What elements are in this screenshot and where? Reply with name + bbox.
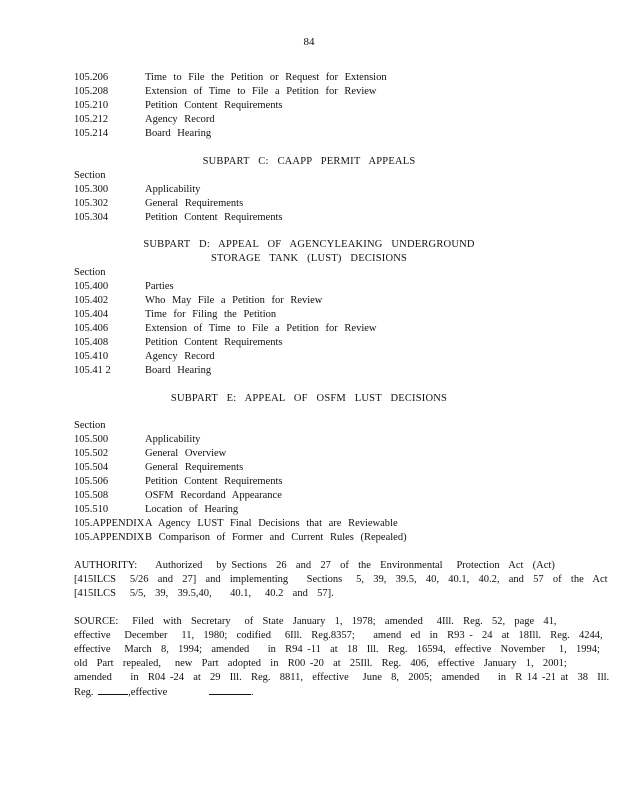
- section-title: Agency Record: [145, 114, 215, 125]
- section-title: Time to File the Petition or Request for Extension: [145, 72, 387, 83]
- source-note: [74, 615, 610, 700]
- blank-effective-line: [209, 685, 251, 695]
- section-row: [74, 531, 544, 545]
- source-line-last: [74, 685, 534, 700]
- section-row: [74, 211, 544, 225]
- section-row: [74, 71, 544, 85]
- section-number: 105.506: [74, 476, 109, 487]
- section-row: [74, 447, 544, 461]
- source-line: SOURCE: Filed with Secretary of State January 1, 1978; amended 4Ill. Reg. 52, page 41,: [74, 616, 557, 627]
- section-label: Section: [74, 420, 106, 431]
- source-line: old Part repealed, new Part adopted in R00 -20 at 25Ill. Reg. 406, effective January 1, 2001;: [74, 658, 567, 669]
- section-row: [74, 280, 544, 294]
- section-row: [74, 322, 544, 336]
- section-title: Extension of Time to File a Petition for Review: [145, 323, 377, 334]
- section-title: Petition Content Requirements: [145, 212, 283, 223]
- authority-line: [415ILCS 5/5, 39, 39.5,40, 40.1, 40.2 and 57].: [74, 588, 334, 599]
- subpart-c-heading: SUBPART C: CAAPP PERMIT APPEALS: [202, 156, 416, 167]
- section-title: Board Hearing: [145, 365, 212, 376]
- section-number: 105.APPENDIX: [74, 518, 145, 529]
- section-label: Section: [74, 170, 106, 181]
- authority-line: [415ILCS 5/26 and 27] and implementing Sections 5, 39, 39.5, 40, 40.1, 40.2, and 57 of the Act: [74, 574, 608, 585]
- section-number: 105.400: [74, 281, 109, 292]
- section-number: 105.300: [74, 184, 109, 195]
- section-number: 105.41 2: [74, 365, 111, 376]
- section-title: Agency Record: [145, 351, 215, 362]
- section-row: [74, 350, 544, 364]
- section-list-top: [74, 71, 544, 141]
- section-number: 105.212: [74, 114, 109, 125]
- section-row: [74, 85, 544, 99]
- authority-note: [74, 559, 608, 601]
- section-title: Location of Hearing: [145, 504, 239, 515]
- section-title: Applicability: [145, 184, 201, 195]
- section-row: [74, 183, 544, 197]
- section-title: Time for Filing the Petition: [145, 309, 277, 320]
- section-row: [74, 475, 544, 489]
- section-title: Board Hearing: [145, 128, 212, 139]
- section-row: [74, 113, 544, 127]
- section-row: [74, 294, 544, 308]
- source-reg-label: Reg.: [74, 687, 94, 698]
- section-number: 105.510: [74, 504, 109, 515]
- subpart-d-list: [74, 266, 544, 378]
- section-title: General Overview: [145, 448, 227, 459]
- section-number: 105.210: [74, 100, 109, 111]
- section-number: 105.304: [74, 212, 109, 223]
- source-effective-label: ,effective: [128, 687, 168, 698]
- section-title: General Requirements: [145, 462, 244, 473]
- authority-line: AUTHORITY: Authorized by Sections 26 and 27 of the Environmental Protection Act (Act): [74, 560, 555, 571]
- section-title: Applicability: [145, 434, 201, 445]
- source-end-period: .: [250, 687, 254, 698]
- section-title: Extension of Time to File a Petition for Review: [145, 86, 377, 97]
- source-line: effective March 8, 1994; amended in R94 -11 at 18 Ill. Reg. 16594, effective November 1, 1994;: [74, 644, 600, 655]
- section-number: 105.214: [74, 128, 109, 139]
- section-number: 105.208: [74, 86, 109, 97]
- section-row: [74, 489, 544, 503]
- section-row: [74, 99, 544, 113]
- section-title: Petition Content Requirements: [145, 337, 283, 348]
- section-row: [74, 364, 544, 378]
- section-row: [74, 127, 544, 141]
- section-row: [74, 433, 544, 447]
- section-row: [74, 308, 544, 322]
- section-number: 105.500: [74, 434, 109, 445]
- subpart-e-heading: SUBPART E: APPEAL OF OSFM LUST DECISIONS: [170, 393, 448, 404]
- section-number: 105.406: [74, 323, 109, 334]
- section-title: Petition Content Requirements: [145, 100, 283, 111]
- section-title: B Comparison of Former and Current Rules (Repealed): [145, 532, 407, 543]
- section-number: 105.402: [74, 295, 109, 306]
- section-title: General Requirements: [145, 198, 244, 209]
- section-row: [74, 503, 544, 517]
- section-row: [74, 517, 544, 531]
- subpart-d-heading-line1: SUBPART D: APPEAL OF AGENCYLEAKING UNDERGROUND: [143, 239, 475, 250]
- section-row: [74, 336, 544, 350]
- subpart-d-heading-line2: STORAGE TANK (LUST) DECISIONS: [210, 253, 408, 264]
- page-number: 84: [303, 36, 315, 48]
- section-title: Who May File a Petition for Review: [145, 295, 323, 306]
- section-title: Parties: [145, 281, 174, 292]
- section-number: 105.408: [74, 337, 109, 348]
- section-number: 105.508: [74, 490, 109, 501]
- section-title: OSFM Recordand Appearance: [145, 490, 282, 501]
- section-number: 105.302: [74, 198, 109, 209]
- section-title: Petition Content Requirements: [145, 476, 283, 487]
- section-label: Section: [74, 267, 106, 278]
- section-title: A Agency LUST Final Decisions that are Reviewable: [145, 518, 398, 529]
- subpart-c-list: [74, 169, 544, 225]
- section-number: 105.404: [74, 309, 109, 320]
- section-number: 105.APPENDIX: [74, 532, 145, 543]
- source-line: amended in R04 -24 at 29 Ill. Reg. 8811, effective June 8, 2005; amended in R 14 -21 at 38 Ill.: [74, 672, 610, 683]
- subpart-e-list: [74, 419, 544, 545]
- section-row: [74, 197, 544, 211]
- section-number: 105.410: [74, 351, 109, 362]
- section-number: 105.206: [74, 72, 109, 83]
- section-number: 105.502: [74, 448, 109, 459]
- source-line: effective December 11, 1980; codified 6Ill. Reg.8357; amend ed in R93 - 24 at 18Ill. Reg. 4244,: [74, 630, 603, 641]
- section-row: [74, 461, 544, 475]
- blank-reg-line: [98, 685, 128, 695]
- section-number: 105.504: [74, 462, 109, 473]
